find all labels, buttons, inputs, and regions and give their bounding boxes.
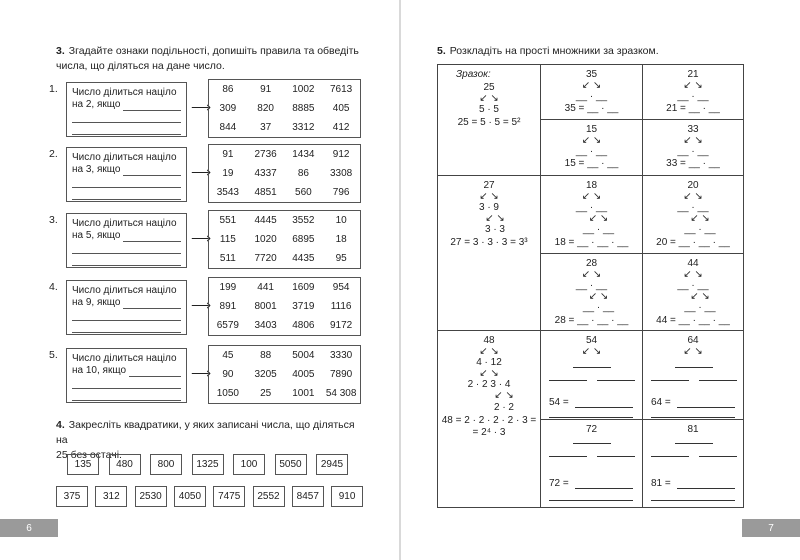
rule-number: 5. (49, 349, 58, 361)
rule-line-2: на 9, якщо (72, 297, 121, 308)
rule-blank[interactable] (123, 99, 181, 111)
number-cell[interactable]: 3719 (292, 301, 315, 312)
factor-cell: 81 81 = (642, 419, 744, 508)
factor-cell: 33 ↙ ↘ __ · __ 33 = __ · __ (642, 119, 744, 176)
number-cell[interactable]: 4445 (254, 215, 277, 226)
number-cell[interactable]: 115 (219, 234, 236, 245)
rule-blank[interactable] (123, 230, 181, 242)
rule-box (66, 348, 187, 403)
number-cell[interactable]: 90 (222, 369, 234, 380)
rule-blank[interactable] (72, 188, 181, 200)
answer-line[interactable] (677, 407, 735, 408)
numbers-box (208, 144, 361, 203)
number-cell[interactable]: 6895 (292, 234, 315, 245)
rule-blank[interactable] (72, 254, 181, 266)
number-cell[interactable]: 7613 (330, 84, 353, 95)
answer-line[interactable] (549, 500, 633, 501)
number-square[interactable]: 135 (67, 454, 99, 475)
answer-line[interactable] (549, 417, 633, 418)
number-cell[interactable]: 3308 (330, 168, 353, 179)
number-cell[interactable]: 1434 (292, 149, 315, 160)
rule-line-1: Число ділиться націло (72, 87, 177, 98)
rule-number: 1. (49, 83, 58, 95)
answer-line[interactable] (675, 443, 713, 444)
number-cell[interactable]: 1001 (292, 388, 315, 399)
answer-line[interactable] (699, 380, 737, 381)
factor-cell: 54 ↙ ↘ 54 = (540, 330, 643, 420)
number-cell[interactable]: 796 (332, 187, 350, 198)
answer-line[interactable] (677, 488, 735, 489)
numbers-box (208, 277, 361, 336)
answer-line[interactable] (573, 443, 611, 444)
rule-blank[interactable] (123, 164, 181, 176)
number-cell[interactable]: 4435 (292, 253, 315, 264)
rule-number: 3. (49, 214, 58, 226)
number-cell[interactable]: 309 (219, 103, 237, 114)
answer-line[interactable] (651, 456, 689, 457)
page-fold (399, 0, 401, 560)
factor-cell: 21 ↙ ↘ __ · __ 21 = __ · __ (642, 64, 744, 120)
rule-blank[interactable] (72, 309, 181, 321)
number-square[interactable]: 2530 (135, 486, 167, 507)
number-cell[interactable]: 10 (335, 215, 347, 226)
numbers-box (208, 210, 361, 269)
number-square[interactable]: 7475 (213, 486, 245, 507)
task4-title: 4. Закресліть квадратики, у яких записані числа, що діляться на 25 без остачі. (56, 419, 355, 461)
number-cell[interactable]: 37 (260, 122, 272, 133)
rule-line-2: на 5, якщо (72, 230, 121, 241)
number-cell[interactable]: 551 (219, 215, 237, 226)
rule-box (66, 280, 187, 335)
number-cell[interactable]: 1116 (330, 301, 352, 312)
rule-line-1: Число ділиться націло (72, 353, 177, 364)
answer-line[interactable] (651, 417, 735, 418)
number-cell[interactable]: 954 (332, 282, 350, 293)
arrow-icon: ⟶ (191, 164, 212, 180)
number-cell[interactable]: 441 (257, 282, 274, 293)
page-number-left: 6 (0, 519, 58, 537)
number-square[interactable]: 375 (56, 486, 88, 507)
arrow-icon: ⟶ (191, 297, 212, 313)
sample-cell-1: Зразок: 25 ↙ ↘ 5 · 5 25 = 5 · 5 = 5² (437, 64, 541, 176)
answer-line[interactable] (549, 456, 587, 457)
number-square[interactable]: 100 (233, 454, 265, 475)
number-cell[interactable]: 8001 (254, 301, 277, 312)
number-cell[interactable]: 91 (260, 84, 272, 95)
number-cell[interactable]: 412 (332, 122, 350, 133)
rule-number: 4. (49, 281, 58, 293)
number-cell[interactable]: 912 (332, 149, 350, 160)
number-square[interactable]: 4050 (174, 486, 206, 507)
arrow-icon: ⟶ (191, 230, 212, 246)
factor-cell: 28 ↙ ↘ __ · __ ↙ ↘ __ · __ 28 = __ · __ · __ (540, 253, 643, 331)
rule-blank[interactable] (129, 365, 181, 377)
rule-number: 2. (49, 148, 58, 160)
number-cell[interactable]: 405 (332, 103, 350, 114)
page-number-right: 7 (742, 519, 800, 537)
answer-line[interactable] (675, 367, 713, 368)
numbers-box (208, 345, 361, 404)
number-cell[interactable]: 1050 (216, 388, 239, 399)
rule-blank[interactable] (72, 242, 181, 254)
number-cell[interactable]: 54 308 (325, 388, 357, 399)
number-cell[interactable]: 7720 (254, 253, 277, 264)
number-cell[interactable]: 3552 (292, 215, 315, 226)
numbers-box (208, 79, 361, 138)
number-cell[interactable]: 3543 (216, 187, 239, 198)
number-cell[interactable]: 86 (297, 168, 309, 179)
number-cell[interactable]: 88 (260, 350, 272, 361)
rule-blank[interactable] (72, 389, 181, 401)
answer-line[interactable] (573, 367, 611, 368)
rule-box (66, 82, 187, 137)
number-cell[interactable]: 1609 (292, 282, 315, 293)
answer-line[interactable] (651, 500, 735, 501)
rule-line-1: Число ділиться націло (72, 152, 177, 163)
sample-cell-2: 27 ↙ ↘ 3 · 9 ↙ ↘ 3 · 3 27 = 3 · 3 · 3 = 3³ (437, 175, 541, 331)
answer-line[interactable] (597, 380, 635, 381)
factor-cell: 20 ↙ ↘ __ · __ ↙ ↘ __ · __ 20 = __ · __ · __ (642, 175, 744, 254)
factor-cell: 15 ↙ ↘ __ · __ 15 = __ · __ (540, 119, 643, 176)
number-cell[interactable]: 1020 (254, 234, 277, 245)
number-cell[interactable]: 86 (222, 84, 234, 95)
answer-line[interactable] (575, 488, 633, 489)
number-cell[interactable]: 2736 (254, 149, 277, 160)
rule-box (66, 147, 187, 202)
rule-blank[interactable] (72, 111, 181, 123)
number-cell[interactable]: 199 (219, 282, 237, 293)
number-cell[interactable]: 820 (257, 103, 274, 114)
task3-title: 3. Згадайте ознаки подільності, допишіть правила та обведіть числа, що діляться на дане число. (56, 45, 359, 72)
sample-cell-3: 48 ↙ ↘ 4 · 12 ↙ ↘ 2 · 2 3 · 4 ↙ ↘ 2 · 2 48 = 2 · 2 · 2 · 2 · 3 = = 2⁴ · 3 (437, 330, 541, 508)
number-cell[interactable]: 511 (219, 253, 236, 264)
number-cell[interactable]: 4806 (292, 320, 315, 331)
rule-blank[interactable] (72, 377, 181, 389)
rule-blank[interactable] (123, 297, 181, 309)
factor-cell: 64 ↙ ↘ 64 = (642, 330, 744, 420)
rule-line-2: на 3, якщо (72, 164, 121, 175)
number-cell[interactable]: 3312 (292, 122, 315, 133)
answer-line[interactable] (597, 456, 635, 457)
rule-line-1: Число ділиться націло (72, 218, 177, 229)
rule-line-2: на 10, якщо (72, 365, 127, 376)
number-cell[interactable]: 3205 (254, 369, 277, 380)
number-square[interactable]: 910 (331, 486, 363, 507)
number-cell[interactable]: 560 (295, 187, 312, 198)
number-cell[interactable]: 19 (222, 168, 234, 179)
number-square[interactable]: 480 (109, 454, 141, 475)
number-square[interactable]: 312 (95, 486, 127, 507)
rule-box (66, 213, 187, 268)
task5-title: 5. Розкладіть на прості множники за зразком. (437, 45, 659, 57)
answer-line[interactable] (651, 380, 689, 381)
number-cell[interactable]: 8885 (292, 103, 315, 114)
factor-cell: 44 ↙ ↘ __ · __ ↙ ↘ __ · __ 44 = __ · __ · __ (642, 253, 744, 331)
number-square[interactable]: 8457 (292, 486, 324, 507)
number-cell[interactable]: 6579 (216, 320, 239, 331)
rule-line-1: Число ділиться націло (72, 285, 177, 296)
number-cell[interactable]: 1002 (292, 84, 315, 95)
number-square[interactable]: 5050 (275, 454, 307, 475)
number-cell[interactable]: 91 (222, 149, 234, 160)
answer-line[interactable] (699, 456, 737, 457)
number-cell[interactable]: 25 (260, 388, 272, 399)
rule-line-2: на 2, якщо (72, 99, 121, 110)
arrow-icon: ⟶ (191, 99, 212, 115)
number-cell[interactable]: 9172 (330, 320, 353, 331)
number-cell[interactable]: 844 (219, 122, 237, 133)
number-cell[interactable]: 891 (219, 301, 237, 312)
number-cell[interactable]: 95 (335, 253, 347, 264)
rule-blank[interactable] (72, 321, 181, 333)
number-cell[interactable]: 4337 (254, 168, 277, 179)
number-cell[interactable]: 7890 (330, 369, 353, 380)
factor-cell: 35 ↙ ↘ __ · __ 35 = __ · __ (540, 64, 643, 120)
answer-line[interactable] (549, 380, 587, 381)
number-cell[interactable]: 5004 (292, 350, 315, 361)
rule-blank[interactable] (72, 123, 181, 135)
number-square[interactable]: 1325 (192, 454, 224, 475)
rule-blank[interactable] (72, 176, 181, 188)
number-cell[interactable]: 45 (222, 350, 234, 361)
number-square[interactable]: 2552 (253, 486, 285, 507)
number-cell[interactable]: 3403 (254, 320, 277, 331)
number-cell[interactable]: 3330 (330, 350, 353, 361)
number-cell[interactable]: 18 (335, 234, 347, 245)
answer-line[interactable] (575, 407, 633, 408)
arrow-icon: ⟶ (191, 365, 212, 381)
number-square[interactable]: 2945 (316, 454, 348, 475)
number-cell[interactable]: 4851 (254, 187, 277, 198)
factor-cell: 18 ↙ ↘ __ · __ ↙ ↘ __ · __ 18 = __ · __ · __ (540, 175, 643, 254)
factor-cell: 72 72 = (540, 419, 643, 508)
number-cell[interactable]: 4005 (292, 369, 315, 380)
number-square[interactable]: 800 (150, 454, 182, 475)
